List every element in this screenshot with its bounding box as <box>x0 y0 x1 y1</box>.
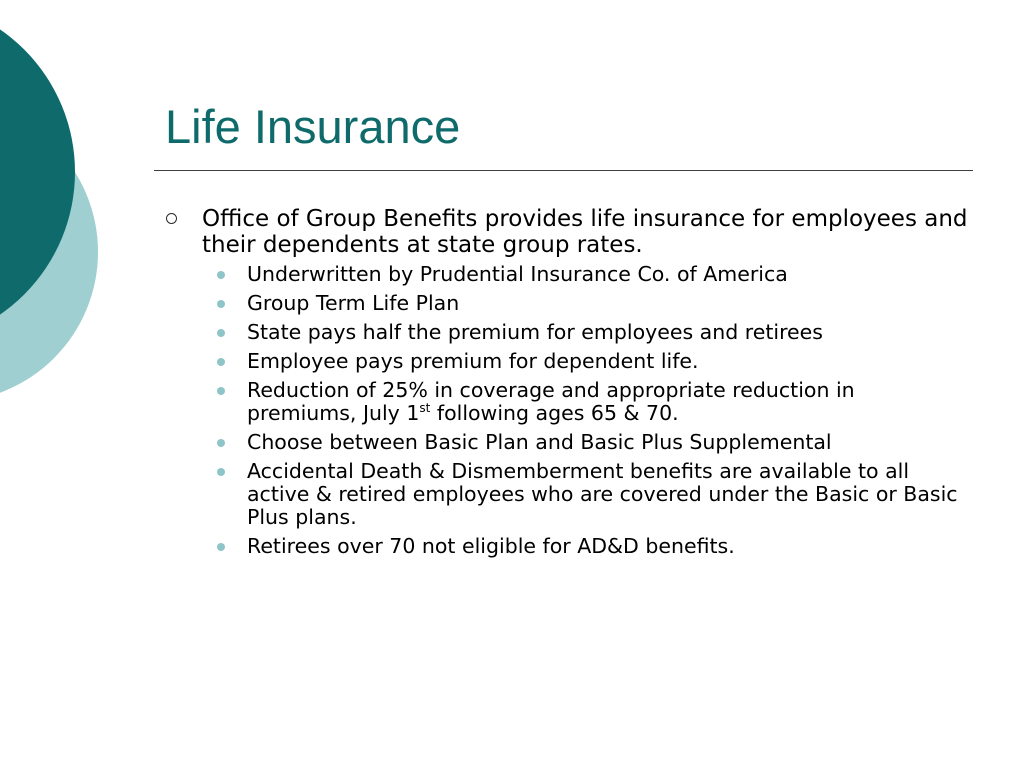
dot-bullet-icon <box>217 468 225 476</box>
sub-bullet-text: Group Term Life Plan <box>247 291 460 315</box>
dot-bullet-icon <box>217 358 225 366</box>
decorative-circles <box>0 0 140 420</box>
hollow-circle-bullet-icon <box>166 213 177 224</box>
sub-bullet-text: State pays half the premium for employees and retirees <box>247 320 823 344</box>
sub-bullet-text: Underwritten by Prudential Insurance Co. of America <box>247 262 788 286</box>
main-bullet <box>160 206 972 258</box>
sub-bullet-text: Choose between Basic Plan and Basic Plus Supplemental <box>247 430 832 454</box>
sub-bullet-item <box>160 350 972 373</box>
sub-bullet-text: Employee pays premium for dependent life. <box>247 349 699 373</box>
sub-bullet-text-before: Reduction of 25% in coverage and appropriate reduction in premiums, July 1 <box>247 378 855 425</box>
ordinal-superscript: st <box>419 401 431 415</box>
sub-bullet-item <box>160 379 972 425</box>
sub-bullet-text-after: following ages 65 & 70. <box>430 401 679 425</box>
dot-bullet-icon <box>217 271 225 279</box>
title-divider <box>154 170 973 171</box>
main-bullet-text: Office of Group Benefits provides life insurance for employees and their dependents at state group rates. <box>202 206 968 258</box>
sub-bullet-text: Retirees over 70 not eligible for AD&D benefits. <box>247 534 735 558</box>
dot-bullet-icon <box>217 387 225 395</box>
dot-bullet-icon <box>217 329 225 337</box>
sub-bullet-item <box>160 292 972 315</box>
sub-bullet-item <box>160 460 972 529</box>
sub-bullet-list <box>160 263 972 558</box>
slide-content <box>160 206 972 564</box>
dot-bullet-icon <box>217 300 225 308</box>
sub-bullet-item <box>160 535 972 558</box>
sub-bullet-item <box>160 431 972 454</box>
dot-bullet-icon <box>217 543 225 551</box>
slide-title: Life Insurance <box>165 100 461 153</box>
sub-bullet-item <box>160 321 972 344</box>
sub-bullet-item <box>160 263 972 286</box>
dot-bullet-icon <box>217 439 225 447</box>
sub-bullet-text: Accidental Death & Dismemberment benefits are available to all active & retired employees who are covered under the Basic or Basic Plus plans. <box>247 459 958 529</box>
